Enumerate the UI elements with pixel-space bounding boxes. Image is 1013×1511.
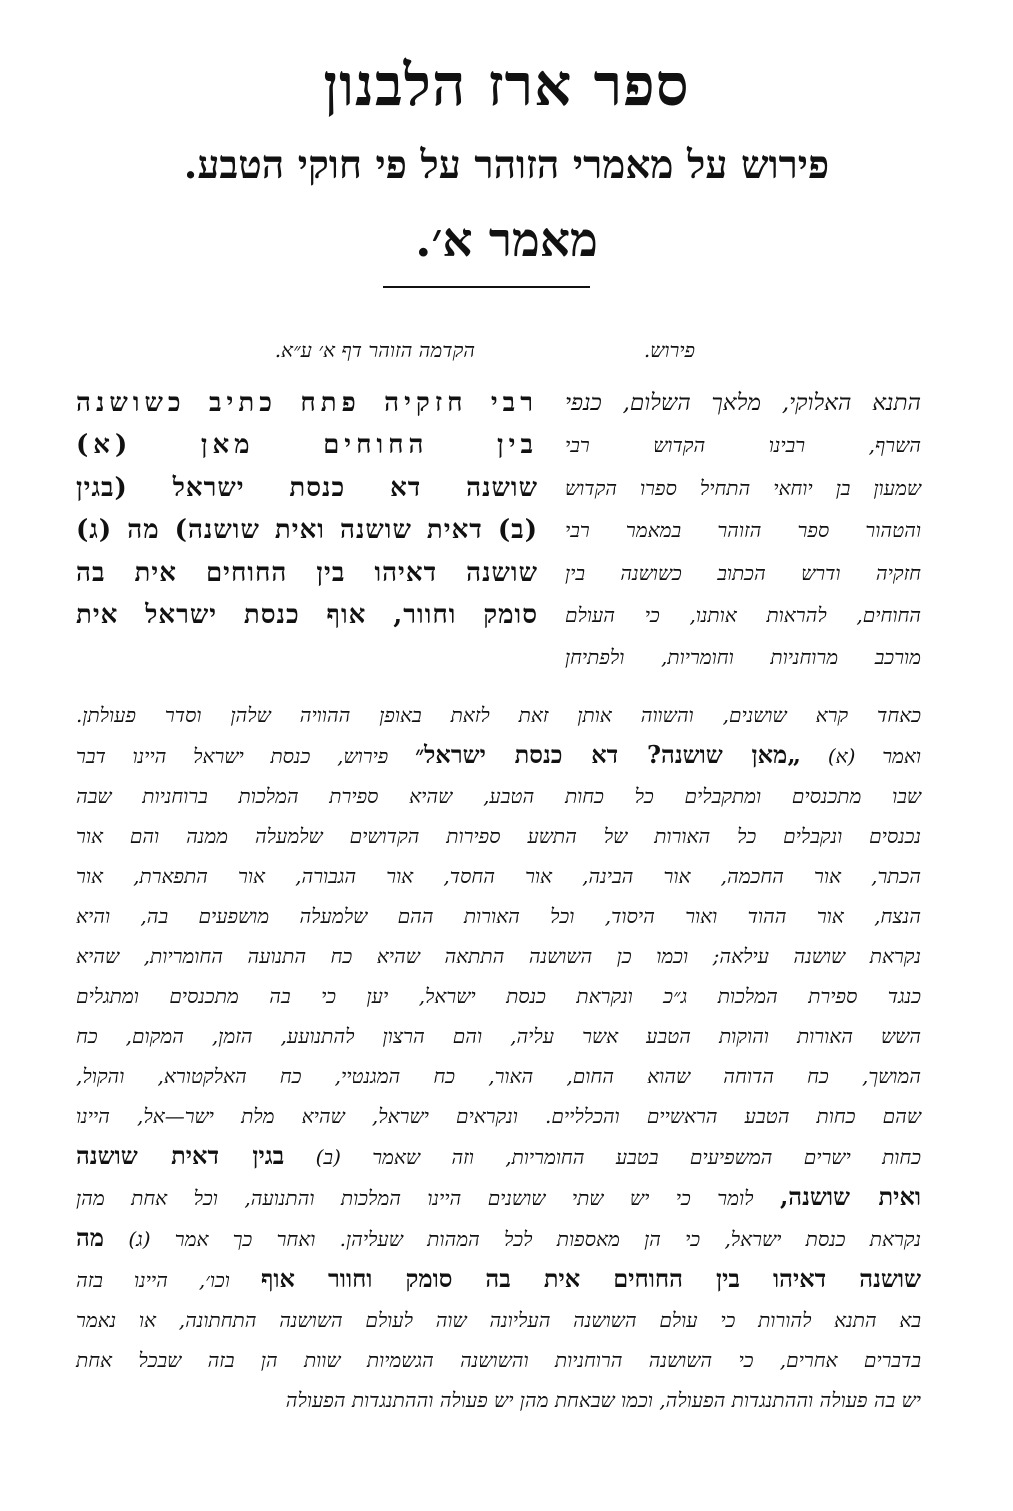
zohar-column — [76, 382, 538, 636]
zohar-quote: „מאן שושנה? דא כנסת ישראל״ — [415, 740, 802, 769]
body-line: בא התנא להורות כי עולם השושנה העליונה שוה לעולם השושנה התחתונה, או נאמר — [76, 1308, 921, 1332]
commentary-line: החוחים, להראות אותנו, כי העולם — [565, 603, 921, 628]
zohar-quote: מה — [76, 1223, 105, 1252]
body-text: וכו׳, היינו בזה — [76, 1268, 230, 1292]
zohar-line: (ב) דאית שושנה ואית שושנה) מה (ג) — [76, 515, 538, 546]
body-line: כנגד ספירת המלכות ג״כ ונקראת כנסת ישראל, יען כי בה מתכנסים ומתגלים — [76, 984, 921, 1008]
commentary-body — [76, 695, 921, 1420]
zohar-line: שושנה דא כנסת ישראל (בגין — [76, 472, 538, 503]
body-line — [76, 1259, 921, 1300]
commentary-line: התנא האלוקי, מלאך השלום, כנפי — [565, 390, 921, 416]
zohar-line: בין החוחים מאן (א) — [76, 430, 538, 461]
zohar-column-heading: הקדמה הזוהר דף א׳ ע״א. — [274, 338, 475, 362]
body-line: שהם כחות הטבע הראשיים והכלליים. ונקראים ישראל, שהיא מלת ישר—אל, היינו — [76, 1104, 921, 1128]
body-line: נקראת שושנה עילאה; וכמו כן השושנה התתאה שהיא כח התנועה החומריות, שהיא — [76, 944, 921, 968]
essay-heading: מאמר א׳. — [415, 213, 598, 268]
divider-rule — [383, 286, 590, 288]
body-line: הכתר, אור החכמה, אור הבינה, אור החסד, אור הגבורה, אור התפארת, אור — [76, 864, 921, 888]
body-line: שבו מתכנסים ומתקבלים כל כחות הטבע, שהיא ספירת המלכות ברוחניות שבה — [76, 784, 921, 808]
zohar-line: סומק וחוור, אוף כנסת ישראל אית — [76, 600, 538, 631]
commentary-line: השרף, רבינו הקדוש רבי — [565, 433, 921, 458]
body-line: בדברים אחרים, כי השושנה הרוחניות והשושנה הגשמיות שוות הן בזה שבכל אחת — [76, 1348, 921, 1372]
book-title: ספר ארז הלבנון — [323, 51, 690, 119]
body-line: הנצח, אור ההוד ואור היסוד, וכל האורות ההם שלמעלה מושפעים בה, והיא — [76, 904, 921, 928]
zohar-line: שושנה דאיהו בין החוחים אית בה — [76, 557, 538, 588]
commentary-line: חזקיה ודרש הכתוב כשושנה בין — [565, 560, 921, 585]
commentary-line: שמעון בן יוחאי התחיל ספרו הקדוש — [565, 475, 921, 500]
commentary-line: והטהור ספר הזוהר במאמר רבי — [565, 518, 921, 543]
body-line: המושך, כח הדוחה שהוא החום, האור, כח המגנטיי, כח האלקטורא, והקול, — [76, 1064, 921, 1088]
body-text: ואמר (א) — [827, 744, 922, 768]
body-text: פירוש, כנסת ישראל היינו דבר — [76, 744, 389, 768]
zohar-quote: ואית שושנה, — [779, 1182, 921, 1211]
body-text: נקראת כנסת ישראל, כי הן מאספות לכל המהות שעליהן. ואחר כך אמר (ג) — [128, 1227, 922, 1251]
commentary-line: מורכב מרוחניות וחומריות, ולפתיחן — [565, 645, 921, 670]
body-text: לומר כי יש שתי שושנים היינו המלכות והתנועה, וכל אחת מהן — [76, 1186, 754, 1210]
commentary-column — [565, 382, 921, 679]
body-line — [76, 735, 921, 776]
zohar-quote: שושנה דאיהו בין החוחים אית בה סומק וחוור אוף — [260, 1264, 922, 1293]
body-line: נכנסים ונקבלים כל האורות של התשע ספירות הקדושים שלמעלה ממנה והם אור — [76, 824, 921, 848]
zohar-quote: בגין דאית שושנה — [76, 1141, 285, 1170]
commentary-column-heading: פירוש. — [643, 338, 695, 362]
body-line — [76, 1136, 921, 1177]
body-line: השש האורות והוקות הטבע אשר עליה, והם הרצון להתנועע, הזמן, המקום, כח — [76, 1024, 921, 1048]
book-subtitle: פירוש על מאמרי הזוהר על פי חוקי הטבע. — [183, 142, 830, 188]
body-line — [76, 1218, 921, 1259]
zohar-line: רבי חזקיה פתח כתיב כשושנה — [76, 388, 538, 418]
body-line: כאחד קרא שושנים, והשווה אותן זאת לזאת באופן ההוויה שלהן וסדר פעולתן. — [76, 703, 921, 727]
body-text: כחות ישרים המשפיעים בטבע החומריות, וזה שאמר (ב) — [315, 1145, 922, 1169]
body-line — [76, 1177, 921, 1218]
body-line: יש בה פעולה וההתנגדות הפעולה, וכמו שבאחת מהן יש פעולה וההתנגדות הפעולה — [285, 1388, 921, 1412]
